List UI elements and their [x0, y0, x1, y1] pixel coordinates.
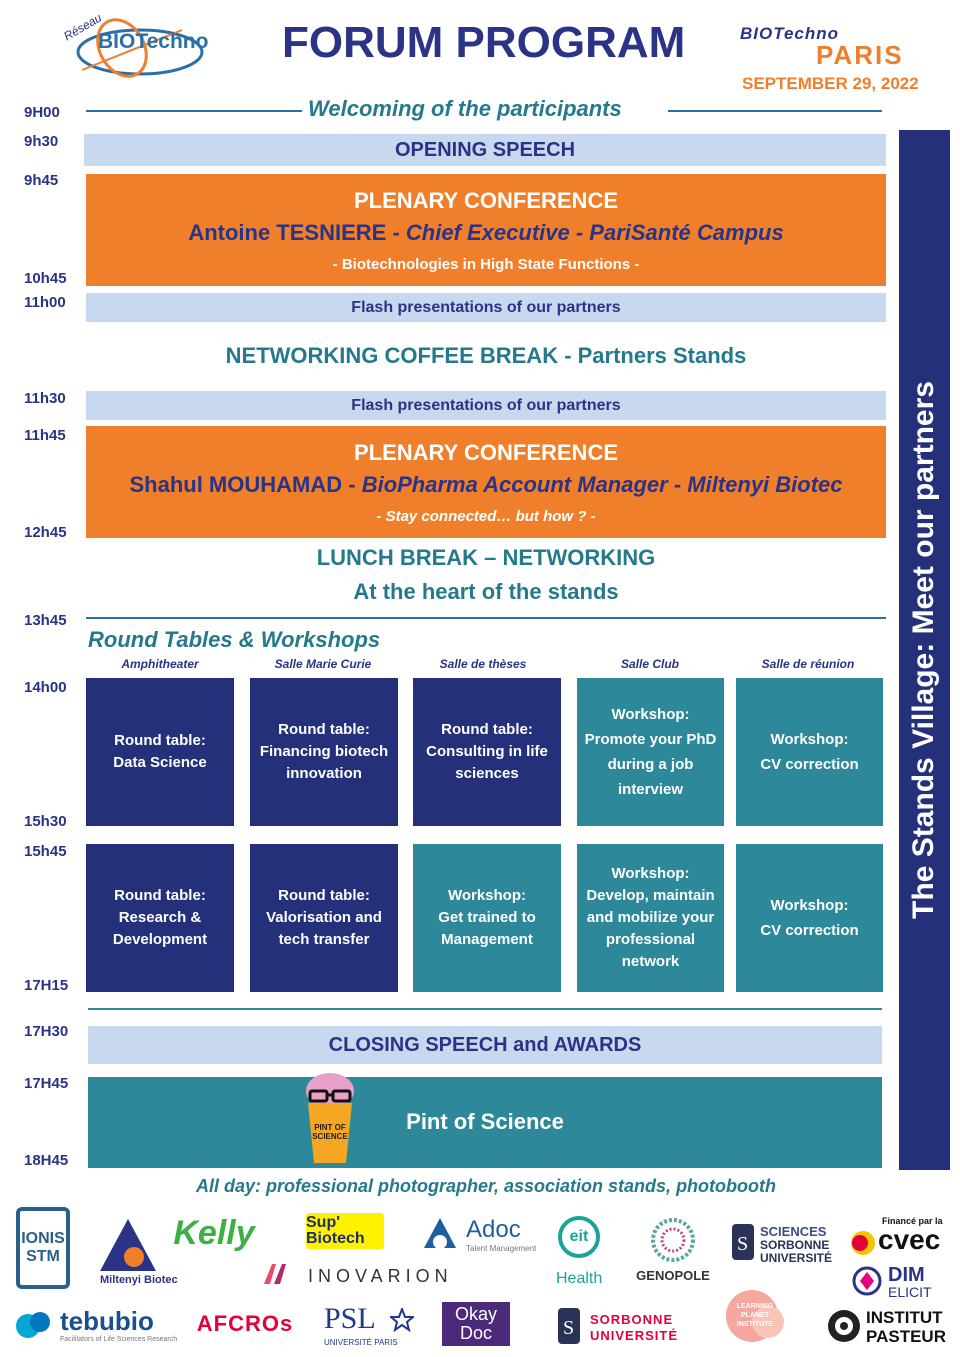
pasteur-icon: [826, 1308, 862, 1344]
page-title: FORUM PROGRAM: [282, 18, 686, 67]
plenary-title: PLENARY CONFERENCE: [353, 439, 619, 465]
session-card: [577, 844, 724, 992]
adoc-drop-icon: [420, 1214, 460, 1254]
session-card: [250, 844, 398, 992]
session-card: [736, 678, 883, 826]
plenary-topic: - Biotechnologies in High State Functions -: [332, 255, 640, 273]
time-label: 9h45: [24, 172, 59, 189]
plenary-speaker-line: [129, 472, 842, 498]
psl-logo: [324, 1302, 420, 1348]
cvec-text: cvec: [878, 1224, 941, 1255]
learning-text: LEARNING PLANET INSTITUTE: [736, 1303, 774, 1328]
time-label: 14h00: [24, 679, 67, 696]
time-label: 15h45: [24, 843, 67, 860]
supbiotech-logo: [306, 1213, 384, 1249]
closing-speech-band: [88, 1026, 882, 1064]
network-reseau-text: Réseau: [61, 10, 105, 44]
lunch-break-text: LUNCH BREAK – NETWORKING: [316, 545, 656, 570]
supbiotech-text: Sup' Biotech: [306, 1214, 365, 1247]
stands-village-sidebar: [899, 130, 950, 1170]
time-label: 17H45: [24, 1075, 69, 1092]
room-label: Salle Marie Curie: [274, 657, 372, 671]
speaker-separator: -: [342, 471, 362, 497]
institut-pasteur-logo: [826, 1308, 950, 1350]
room-label: Amphitheater: [121, 657, 199, 671]
time-label: 18H45: [24, 1152, 69, 1169]
sorbonne-universite-logo: [556, 1306, 682, 1350]
network-logo: [62, 8, 252, 82]
session-text: Round table: Research & Development: [112, 887, 208, 948]
speaker-role: Chief Executive - PariSanté Campus: [405, 219, 784, 245]
divider-line: [88, 1008, 882, 1010]
flash-presentations-band-1: [86, 293, 886, 322]
dim-text: DIM: [888, 1264, 925, 1286]
plenary-speaker-line: [188, 220, 783, 246]
event-city: PARIS: [816, 40, 904, 70]
tebubio-text: tebubio: [60, 1306, 154, 1336]
room-label: Salle de réunion: [761, 657, 855, 671]
session-card: [577, 678, 724, 826]
eit-circle: [558, 1216, 600, 1258]
afcros-logo: [190, 1306, 300, 1342]
doc-text: Doc: [459, 1323, 492, 1343]
session-card: [250, 678, 398, 826]
time-label: 11h30: [24, 390, 66, 407]
svg-text:S: S: [737, 1233, 749, 1255]
learning-planet-logo: [722, 1286, 792, 1348]
plenary-conference-1: [86, 174, 886, 286]
sorbonne-text: SORBONNE: [760, 1238, 830, 1252]
ionis-logo: [16, 1207, 70, 1289]
stands-village-label: The Stands Village: Meet our partners: [907, 381, 940, 919]
flash-presentations-label: Flash presentations of our partners: [351, 298, 621, 316]
eit-text: eit: [569, 1228, 589, 1245]
adoc-text: Adoc: [466, 1216, 521, 1243]
speaker-separator: -: [386, 219, 406, 245]
time-label: 10h45: [24, 270, 67, 287]
session-text: Round table: Valorisation and tech transfer: [266, 887, 382, 948]
pint-logo-text: PINT OF SCIENCE: [312, 1123, 348, 1141]
pasteur-text: PASTEUR: [866, 1327, 946, 1346]
cvec-dot-icon: [850, 1230, 876, 1256]
time-label: 17H30: [24, 1023, 69, 1040]
genopole-circle-icon: [630, 1216, 716, 1264]
opening-speech-band: [84, 134, 886, 166]
session-card: [86, 678, 234, 826]
round-tables-title: Round Tables & Workshops: [88, 627, 381, 652]
psl-text: PSL: [324, 1302, 376, 1335]
session-card: [413, 844, 561, 992]
kelly-logo: [174, 1212, 254, 1254]
pint-of-science-label: Pint of Science: [406, 1109, 564, 1134]
dim-elicit-icon: [852, 1266, 882, 1296]
time-label: 9H00: [24, 104, 60, 121]
plenary-topic: - Stay connected… but how ? -: [376, 507, 596, 525]
plenary-title: PLENARY CONFERENCE: [353, 187, 619, 213]
room-label: Salle Club: [620, 657, 679, 671]
sorbonne-s-icon: [730, 1222, 756, 1262]
time-label: 9h30: [24, 133, 59, 150]
network-brand-text: BIOTechno: [98, 30, 209, 53]
psl-star-icon: [390, 1308, 414, 1332]
time-label: 11h00: [24, 294, 66, 311]
pint-of-science-band: [88, 1077, 882, 1168]
inovarion-mark-icon: [262, 1262, 292, 1286]
ionis-text: IONIS STM: [21, 1230, 65, 1265]
flash-presentations-label: Flash presentations of our partners: [351, 396, 621, 414]
event-brand: BIOTechno: [740, 24, 840, 43]
kelly-text: Kelly: [173, 1213, 255, 1252]
okay-text: Okay: [454, 1304, 497, 1324]
divider-line: [86, 617, 886, 619]
adoc-logo: [420, 1214, 540, 1258]
speaker-name: Shahul MOUHAMAD: [129, 471, 343, 497]
speaker-role: BioPharma Account Manager - Miltenyi Biotec: [361, 471, 843, 497]
universite-text: UNIVERSITÉ: [760, 1251, 833, 1265]
session-card: [736, 844, 883, 992]
closing-speech-label: CLOSING SPEECH and AWARDS: [328, 1033, 642, 1056]
adoc-sub-text: Talent Management: [466, 1244, 537, 1253]
tebubio-logo: [14, 1306, 184, 1348]
session-text: Workshop: CV correction: [760, 731, 859, 773]
session-text: Workshop: Develop, maintain and mobilize your professional network: [586, 865, 715, 970]
time-label: 15h30: [24, 813, 67, 830]
time-label: 11h45: [24, 427, 66, 444]
speaker-name: Antoine TESNIERE: [188, 219, 387, 245]
eit-health-text: Health: [556, 1270, 603, 1287]
room-label: Salle de thèses: [439, 657, 527, 671]
time-label: 12h45: [24, 524, 67, 541]
institut-text: INSTITUT: [866, 1308, 943, 1327]
all-day-text: All day: professional photographer, association stands, photobooth: [195, 1176, 777, 1196]
universite2-text: UNIVERSITÉ: [590, 1328, 679, 1343]
coffee-break-text: NETWORKING COFFEE BREAK - Partners Stands: [225, 343, 747, 368]
dim-elicit-logo: [852, 1266, 948, 1300]
time-label: 17H15: [24, 977, 69, 994]
elicit-text: ELICIT: [888, 1284, 932, 1300]
lunch-subtitle-text: At the heart of the stands: [353, 579, 619, 604]
sorbonne-s-icon: [556, 1306, 582, 1346]
event-date: SEPTEMBER 29, 2022: [742, 74, 919, 93]
welcome-text: Welcoming of the participants: [308, 96, 622, 121]
flash-presentations-band-2: [86, 391, 886, 420]
plenary-conference-2: [86, 426, 886, 538]
session-text: Workshop: CV correction: [760, 897, 859, 939]
psl-sub-text: UNIVERSITÉ PARIS: [324, 1338, 398, 1347]
tebubio-bubble-icon: [14, 1306, 54, 1342]
eit-health-logo: [552, 1214, 616, 1288]
session-text: Workshop: Get trained to Management: [438, 887, 536, 948]
sorbonne2-text: SORBONNE: [590, 1312, 674, 1327]
session-card: [413, 678, 561, 826]
miltenyi-text: Miltenyi Biotec: [100, 1274, 178, 1286]
session-text: Round table: Consulting in life sciences: [426, 721, 548, 782]
afcros-text: AFCROs: [196, 1311, 294, 1336]
sorbonne-sciences-logo: [730, 1222, 840, 1268]
session-text: Round table: Financing biotech innovation: [259, 721, 389, 782]
cvec-logo: [850, 1216, 950, 1260]
session-card: [86, 844, 234, 992]
session-text: Round table: Data Science: [113, 732, 207, 771]
genopole-text: GENOPOLE: [636, 1268, 710, 1283]
time-label: 13h45: [24, 612, 67, 629]
opening-speech-label: OPENING SPEECH: [394, 138, 576, 161]
cvec-top-text: Financé par la: [882, 1216, 943, 1226]
genopole-logo: [630, 1216, 716, 1286]
session-text: Workshop: Promote your PhD during a job interview: [584, 706, 717, 798]
okaydoc-logo: [442, 1302, 510, 1346]
divider-line: [668, 110, 882, 112]
sciences-text: SCIENCES: [760, 1224, 827, 1239]
inovarion-text: INOVARION: [308, 1266, 453, 1286]
divider-line: [86, 110, 302, 112]
svg-text:S: S: [563, 1317, 575, 1339]
tebubio-sub-text: Facilitators of Life Sciences Research: [60, 1336, 178, 1343]
